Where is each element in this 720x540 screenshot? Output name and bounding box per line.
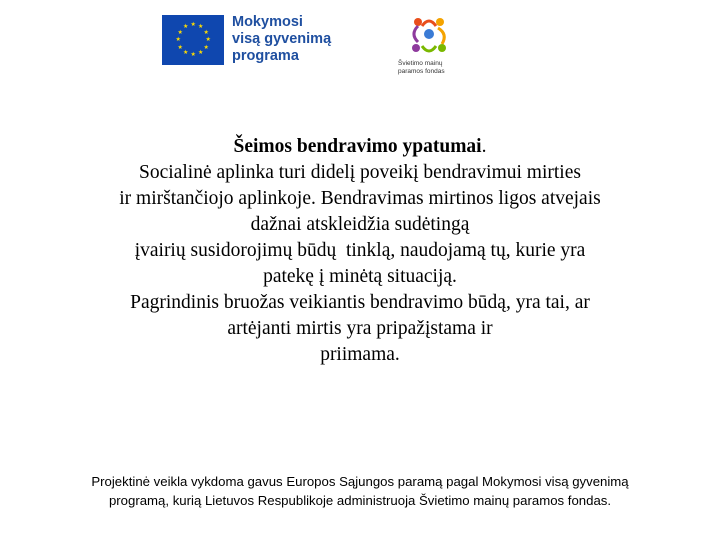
fund-logo-line-2: paramos fondas bbox=[398, 67, 445, 75]
slide-title-suffix: . bbox=[481, 136, 487, 157]
funding-disclaimer bbox=[30, 472, 690, 510]
footer-line-2: programą, kurią Lietuvos Respublikoje administruoja Švietimo mainų paramos fondas. bbox=[108, 493, 612, 508]
eu-programme-logo bbox=[162, 14, 331, 65]
eu-star-icon: ★ bbox=[177, 43, 183, 51]
eu-star-icon: ★ bbox=[190, 51, 196, 58]
eu-flag-icon bbox=[162, 15, 224, 65]
smpf-figures-icon bbox=[398, 12, 460, 60]
body-line-6: Pagrindinis bruožas veikiantis bendravimo būdą, yra tai, ar bbox=[130, 292, 590, 313]
eu-star-icon: ★ bbox=[198, 23, 204, 30]
body-line-4: įvairių susidorojimų būdų tinklą, naudojamą tų, kurie yra bbox=[134, 240, 586, 261]
eu-star-icon: ★ bbox=[177, 28, 183, 36]
eu-star-icon: ★ bbox=[190, 21, 196, 28]
body-line-2: ir mirštančiojo aplinkoje. Bendravimas mirtinos ligos atvejais bbox=[119, 188, 601, 209]
eu-logo-line-2: visą gyvenimą bbox=[232, 31, 332, 47]
body-line-8: priimama. bbox=[320, 344, 400, 365]
slide-title: Šeimos bendravimo ypatumai bbox=[233, 136, 482, 157]
slide-title-line bbox=[40, 134, 680, 160]
body-line-7: artėjanti mirtis yra pripažįstama ir bbox=[227, 318, 493, 339]
slide-body bbox=[40, 134, 680, 368]
eu-logo-text bbox=[232, 14, 331, 65]
eu-star-icon: ★ bbox=[203, 28, 209, 36]
fund-logo-text bbox=[398, 60, 460, 75]
eu-star-icon: ★ bbox=[175, 36, 181, 43]
eu-logo-line-3: programa bbox=[232, 48, 299, 64]
body-line-3: dažnai atskleidžia sudėtingą bbox=[250, 214, 470, 235]
eu-logo-line-1: Mokymosi bbox=[232, 14, 303, 30]
eu-star-icon: ★ bbox=[205, 36, 211, 43]
eu-star-icon: ★ bbox=[183, 23, 189, 30]
fund-logo bbox=[398, 12, 460, 76]
eu-star-icon: ★ bbox=[183, 48, 189, 56]
eu-star-icon: ★ bbox=[198, 48, 204, 56]
body-line-5: patekę į minėtą situaciją. bbox=[263, 266, 457, 287]
footer-line-1: Projektinė veikla vykdoma gavus Europos Sąjungos paramą pagal Mokymosi visą gyvenimą bbox=[91, 474, 629, 489]
fund-logo-line-1: Švietimo mainų bbox=[398, 60, 443, 67]
body-line-1: Socialinė aplinka turi didelį poveikį bendravimui mirties bbox=[139, 162, 581, 183]
eu-star-icon: ★ bbox=[203, 43, 209, 51]
